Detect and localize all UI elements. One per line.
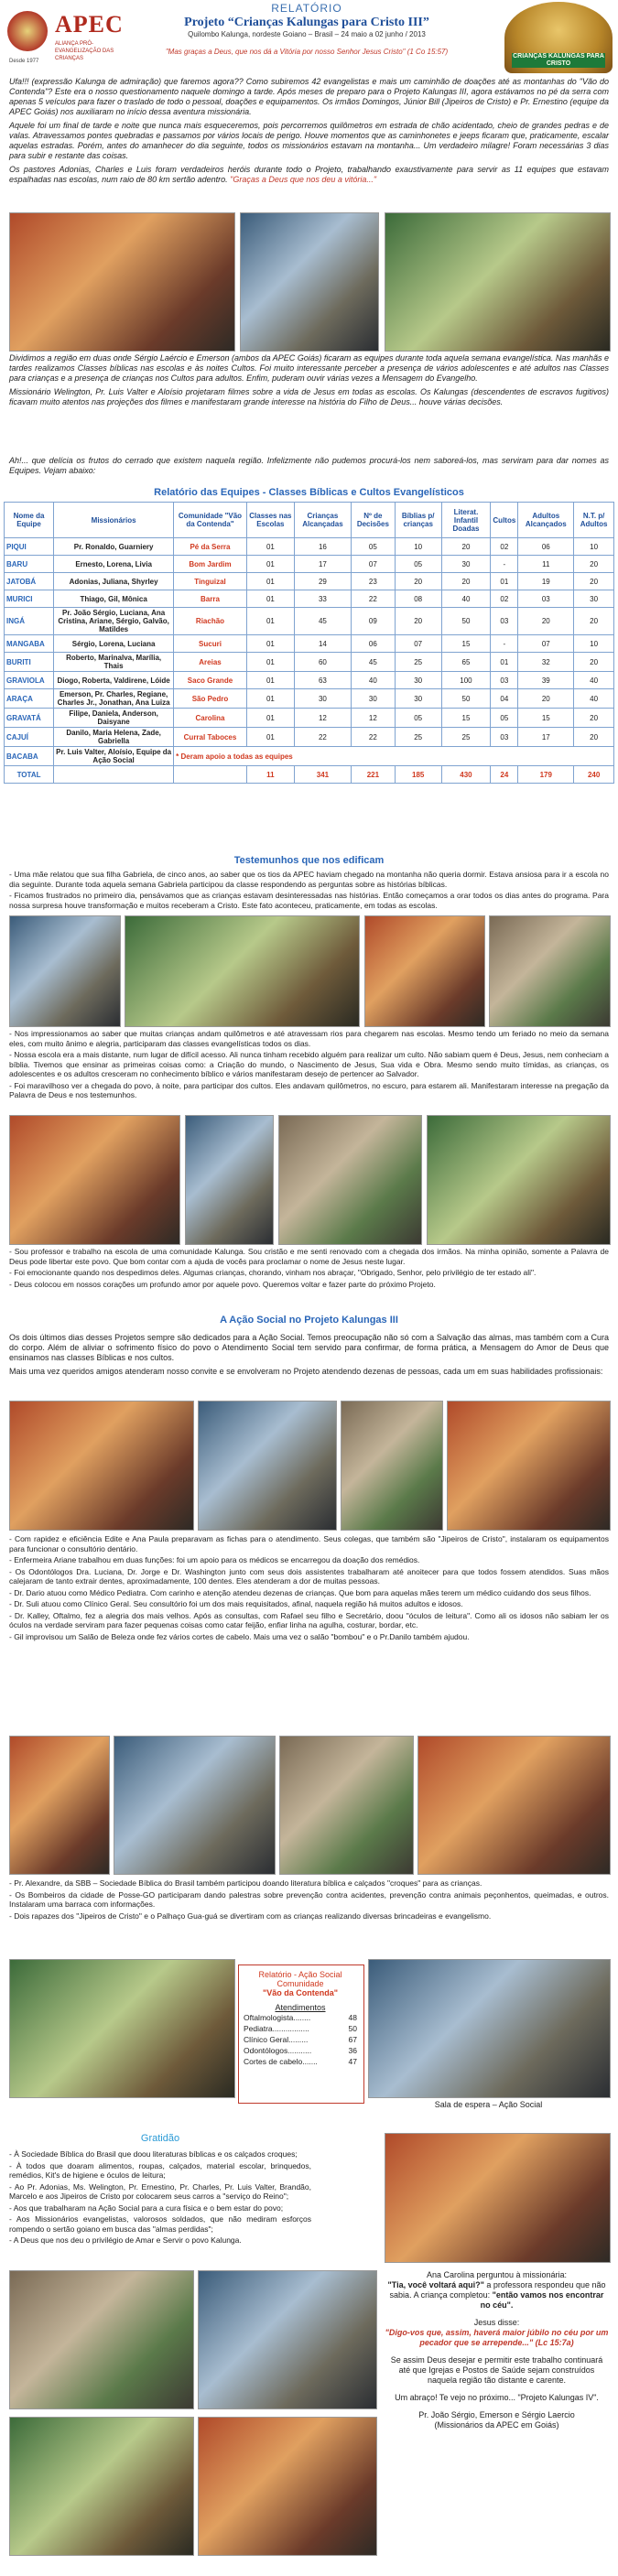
report-cell-value: 09 xyxy=(351,608,395,635)
report-col-header: Cultos xyxy=(491,503,518,538)
testimonies-list-3 xyxy=(9,1247,609,1291)
report-cell-value: 100 xyxy=(441,672,491,689)
list-item: - Dr. Kalley, Oftalmo, fez a alegria dos mais velhos. Após as consultas, com Rafael seu filho e Secretário, doou "óculos de leitura". Como ali os idosos não sabiam ler os óculos na verdade serviram para fazer pequenas coisas como catar feijão, enfiar linha na agulha, costurar, bordar, etc. xyxy=(9,1610,609,1629)
closing-q9: Pr. João Sérgio, Emerson e Sérgio Laercio xyxy=(418,2410,575,2419)
report-cell-missionaries: Pr. João Sérgio, Luciana, Ana Cristina, Ariane, Sérgio, Galvão, Matildes xyxy=(54,608,174,635)
logo-name: APEC xyxy=(55,11,124,38)
photo-team-group xyxy=(9,2270,194,2409)
photo-eye-exam xyxy=(447,1401,611,1531)
report-body xyxy=(5,538,614,784)
list-item: - Aos Missionários evangelistas, valorosos soldados, que não mediram esforços rompendo o sertão goiano em busca das "almas perdidas"; xyxy=(9,2214,311,2234)
report-cell-missionaries: Sérgio, Lorena, Luciana xyxy=(54,635,174,653)
intro-paragraph-3-red: "Graças a Deus que nos deu a vitória..." xyxy=(230,175,377,184)
report-cell-team: ARAÇA xyxy=(5,689,54,709)
report-row xyxy=(5,635,614,653)
report-cell-value: 19 xyxy=(518,573,574,590)
testimonies-list-1 xyxy=(9,870,609,912)
intro-paragraph-2: Aquele foi um final de tarde e noite que nunca mais esqueceremos, pois percorremos quilômetros em estrada de chão acidentado, cheio de grandes pedras e de valas. Atravessamos pontes quebradas e passamos por vários locais de perigo. Houve momentos que as caminhonetes e jeeps ficaram que, praticamente, escalar aquelas estradas. Porém, antes do amanhecer do dia seguinte, todos os missionários estavam na montanha... Um verdadeiro milagre! Foram necessárias 3 dias para subir e restante das coisas. xyxy=(9,121,609,160)
social-report-value: 47 xyxy=(348,2057,357,2066)
apec-emblem-icon xyxy=(7,11,48,51)
report-cell-value: 40 xyxy=(574,672,614,689)
social-report-value: 50 xyxy=(348,2024,357,2033)
report-cell-value: 01 xyxy=(246,590,294,608)
report-cell-value: 01 xyxy=(491,653,518,672)
social-report-row xyxy=(240,2023,361,2034)
social-paragraph-2: Mais uma vez queridos amigos atenderam nosso convite e se envolveram no Projeto atendendo dezenas de pessoas, cada um em suas habilidades profissionais: xyxy=(9,1367,603,1376)
list-item: - Foi emocionante quando nos despedimos deles. Algumas crianças, chorando, vinham nos abraçar, "Obrigado, Senhor, pelo privilégio de ter estado ali". xyxy=(9,1268,537,1277)
report-cell-support-note: * Deram apoio a todas as equipes xyxy=(174,747,614,766)
report-cell-value: 25 xyxy=(395,728,441,747)
report-cell-value: 01 xyxy=(246,556,294,573)
social-report-items xyxy=(240,2012,361,2067)
photo-firefighters-talk xyxy=(114,1736,276,1875)
report-cell-value: 01 xyxy=(246,728,294,747)
report-cell-value: 20 xyxy=(395,573,441,590)
closing-q1: Ana Carolina perguntou à missionária: xyxy=(426,2270,568,2279)
report-cell-team: CAJUÍ xyxy=(5,728,54,747)
list-item: - Nos impressionamos ao saber que muitas crianças andam quilômetros e até atravessam rios para chegarem nas escolas. Mesmo tendo um feriado no meio da semana eles, com muito ânimo e alegria, participaram das classes evangelísticas todos os dias. xyxy=(9,1029,609,1048)
report-cell-value: 01 xyxy=(246,709,294,728)
report-cell-missionaries: Ernesto, Lorena, Livia xyxy=(54,556,174,573)
report-cell-value: 45 xyxy=(294,608,351,635)
report-cell-value: 15 xyxy=(441,635,491,653)
photo-jeep-cerrado xyxy=(385,212,611,352)
social-report-label: Oftalmologista........ xyxy=(244,2013,311,2022)
social-report-row xyxy=(240,2045,361,2056)
report-cell-value: 50 xyxy=(441,608,491,635)
report-cell-value: 20 xyxy=(395,608,441,635)
photo-bible-distribution xyxy=(9,1736,110,1875)
report-cell-value: 32 xyxy=(518,653,574,672)
list-item: - Os Odontólogos Dra. Luciana, Dr. Jorge e Dr. Washington junto com seus dois assistentes trabalharam até anoitecer para que todos fossem atendidos. Suas mãos calejaram de tanto extrair dentes, aproximadamente, 100 dentes. Eles atenderam a dor de muitas pessoas. xyxy=(9,1566,609,1586)
report-cell-value: 03 xyxy=(491,728,518,747)
report-table xyxy=(4,502,614,784)
gratitude-title: Gratidão xyxy=(140,2133,180,2144)
report-cell-value: 40 xyxy=(351,672,395,689)
social-intro xyxy=(9,1333,609,1380)
social-report-label: Odontólogos........... xyxy=(244,2046,312,2055)
report-cell-value: 22 xyxy=(351,728,395,747)
report-cell-missionaries: Filipe, Daniela, Anderson, Daisyane xyxy=(54,709,174,728)
list-item: - Ao Pr. Adonias, Ms. Welington, Pr. Ernestino, Pr. Charles, Pr. Luis Valter, Brandão, Marcelo e aos Jipeiros de Cristo por colocarem seus carros a "serviço do Reino"; xyxy=(9,2181,311,2201)
list-item: - A Deus que nos deu o privilégio de Amar e Servir o povo Kalunga. xyxy=(9,2235,242,2245)
waiting-room-caption: Sala de espera – Ação Social xyxy=(434,2100,543,2109)
report-cell-community: Curral Taboces xyxy=(174,728,247,747)
report-cell-value: 10 xyxy=(574,635,614,653)
report-cell-value: 11 xyxy=(518,556,574,573)
report-cell-value: 14 xyxy=(294,635,351,653)
list-item: - Sou professor e trabalho na escola de uma comunidade Kalunga. Sou cristão e me senti renovado com a chegada dos irmãos. Na minha opinião, somente a Palavra de Deus pode libertar este povo. Que bom contar com a ajuda de vocês para proclamar o nome de Jesus neste lugar. xyxy=(9,1247,609,1266)
report-cell-value: 10 xyxy=(395,538,441,556)
report-cell-missionaries: Pr. Luis Valter, Aloísio, Equipe da Ação Social xyxy=(54,747,174,766)
report-cell-value: 20 xyxy=(518,689,574,709)
report-row xyxy=(5,556,614,573)
photo-evening-gathering xyxy=(489,915,611,1027)
closing-q2: "Tia, você voltará aqui?" xyxy=(387,2280,484,2289)
report-cell-value: 01 xyxy=(246,608,294,635)
closing-q3: a professora respondeu que não sabia. A criança completou: xyxy=(389,2280,606,2300)
report-cell-value: 30 xyxy=(351,689,395,709)
report-cell-value: 40 xyxy=(574,689,614,709)
report-cell-value: 20 xyxy=(574,608,614,635)
report-row xyxy=(5,689,614,709)
report-cell-value: 22 xyxy=(351,590,395,608)
social-report-label: Pediatra................. xyxy=(244,2024,309,2033)
report-cell-community: São Pedro xyxy=(174,689,247,709)
report-cell-value: 02 xyxy=(491,590,518,608)
report-cell-value: 30 xyxy=(395,672,441,689)
report-cell-value: 05 xyxy=(395,556,441,573)
report-cell-value: 15 xyxy=(518,709,574,728)
report-cell-missionaries: Adonias, Juliana, Shyrley xyxy=(54,573,174,590)
closing-q5: Jesus disse: xyxy=(473,2318,520,2327)
list-item: - Foi maravilhoso ver a chegada do povo, à noite, para participar dos cultos. Eles andavam quilômetros, no escuro, para estarem ali. Manifestaram interesse na pregação da Palavra de Deus e nos testemunhos. xyxy=(9,1080,609,1099)
report-cell-community: Saco Grande xyxy=(174,672,247,689)
report-header-row xyxy=(5,503,614,538)
list-item: - Dr. Suli atuou como Clínico Geral. Seu consultório foi um dos mais requisitados, afinal, naquela região há muitos adultos e idosos. xyxy=(9,1599,463,1608)
closing-q6: "Digo-vos que, assim, haverá maior júbilo no céu por um pecador que se arrepende..." (Lc 15:7a) xyxy=(385,2328,609,2347)
report-total-cell: 24 xyxy=(491,766,518,784)
header-verse: "Mas graças a Deus, que nos dá a Vitória por nosso Senhor Jesus Cristo" (1 Co 15:57) xyxy=(165,48,449,56)
photo-river-boat xyxy=(125,915,360,1027)
report-cell-value: 22 xyxy=(294,728,351,747)
list-item: - Deus colocou em nossos corações um profundo amor por aquele povo. Queremos voltar e fazer parte do próximo Projeto. xyxy=(9,1279,436,1289)
list-item: - Nossa escola era a mais distante, num lugar de difícil acesso. Ali nunca tinham recebido alguém para realizar um culto. Não sabiam quem é Deus, Jesus, nem conheciam a bíblia. Tivemos que ensinar as primeiras coisas como: a Criação do mundo, o Nascimento de Jesus, Sua vida e Obra. Mesmo sendo muito tímidas, as crianças, os adolescentes e os adultos cresceram no conhecimento bíblico e vários manifestaram desejo de pertencer ao Salvador. xyxy=(9,1050,609,1078)
photo-child-portrait xyxy=(185,1115,274,1245)
photo-children-class xyxy=(364,915,485,1027)
report-col-header: Crianças Alcançadas xyxy=(294,503,351,538)
photo-dental xyxy=(198,1401,337,1531)
report-col-header: Comunidade "Vão da Contenda" xyxy=(174,503,247,538)
social-report-value: 67 xyxy=(348,2035,357,2044)
report-cell-value: 15 xyxy=(441,709,491,728)
report-row xyxy=(5,608,614,635)
photo-missionary-child xyxy=(198,2417,377,2556)
badge-ribbon: CRIANÇAS KALUNGAS PARA CRISTO xyxy=(513,53,604,67)
report-cell-team: GRAVIOLA xyxy=(5,672,54,689)
report-cell-team: BARU xyxy=(5,556,54,573)
report-cell-value: - xyxy=(491,556,518,573)
report-cell-value: 30 xyxy=(294,689,351,709)
report-cell-value: 01 xyxy=(491,573,518,590)
report-row xyxy=(5,538,614,556)
report-cell-value: 17 xyxy=(294,556,351,573)
report-cell-value: 25 xyxy=(395,653,441,672)
list-item: - Enfermeira Ariane trabalhou em duas funções: foi um apoio para os médicos se encarregou da doação dos remédios. xyxy=(9,1555,420,1564)
report-table-title: Relatório das Equipes - Classes Bíblicas e Cultos Evangelísticos xyxy=(154,487,464,498)
list-item: - Dois rapazes dos "Jipeiros de Cristo" e o Palhaço Gua-guá se divertiram com as crianças realizando diversas brincadeiras e evangelismo. xyxy=(9,1910,492,1921)
caption-3-block xyxy=(9,456,609,480)
report-cell-team: MURICI xyxy=(5,590,54,608)
report-total-cell: TOTAL xyxy=(5,766,54,784)
social-list-2 xyxy=(9,1878,609,1922)
report-row xyxy=(5,672,614,689)
photo-school-group xyxy=(427,1115,611,1245)
closing-q7: Se assim Deus desejar e permitir este trabalho continuará até que Igrejas e Postos de Saúde sejam construídos naquela região tão distante e carente. xyxy=(390,2355,603,2385)
report-cell-team: JATOBÁ xyxy=(5,573,54,590)
report-cell-value: 29 xyxy=(294,573,351,590)
report-col-header: Nº de Decisões xyxy=(351,503,395,538)
report-cell-value: 01 xyxy=(246,538,294,556)
report-col-header: Missionários xyxy=(54,503,174,538)
intro-paragraph-1: Ufa!!! (expressão Kalunga de admiração) que faremos agora?? Como subiremos 42 evangelistas e mais um caminhão de doações até as montanhas do "Vão do Contenda"? Este era o nosso questionamento naquele domingo a tarde. Após meses de preparo para o Projeto Kalungas III, agora estávamos no pé da serra com apenas 5 veículos para fazer o traslado de todo o pessoal, doações e equipamentos. Os irmãos Domingos, Júnior Bill (Jipeiros de Cristo) e Pr. Ernestino (equipe da APEC Goiás) nos auxiliaram no início dessa aventura missionária. xyxy=(9,77,609,116)
photo-teacher-class xyxy=(9,1115,180,1245)
report-cell-value: 20 xyxy=(574,728,614,747)
closing-q4: "então vamos nos encontrar no céu". xyxy=(480,2290,604,2310)
social-report-label: Cortes de cabelo....... xyxy=(244,2057,318,2066)
report-col-header: Bíblias p/ crianças xyxy=(395,503,441,538)
logo-since: Desde 1977 xyxy=(9,59,39,64)
report-cell-missionaries: Pr. Ronaldo, Guarniery xyxy=(54,538,174,556)
report-cell-value: 30 xyxy=(395,689,441,709)
header xyxy=(0,0,618,75)
report-cell-value: 05 xyxy=(395,709,441,728)
report-cell-value: 06 xyxy=(518,538,574,556)
report-cell-value: 60 xyxy=(294,653,351,672)
report-cell-value: 17 xyxy=(518,728,574,747)
list-item: - Uma mãe relatou que sua filha Gabriela, de cinco anos, ao saber que os tios da APEC haviam chegado na montanha não queria dormir. Estava ansiosa para ir a escola no dia seguinte. Durante toda aquela semana Gabriela participou da classe respondendo as perguntas sobre as histórias bíblicas. xyxy=(9,870,609,889)
report-cell-value: 30 xyxy=(441,556,491,573)
report-cell-value: 01 xyxy=(246,653,294,672)
social-report-row xyxy=(240,2056,361,2067)
report-cell-missionaries: Roberto, Marinalva, Marília, Thais xyxy=(54,653,174,672)
report-cell-value: 20 xyxy=(574,556,614,573)
social-report-label: Clínico Geral......... xyxy=(244,2035,309,2044)
report-cell-value: 05 xyxy=(351,538,395,556)
report-cell-value: 63 xyxy=(294,672,351,689)
report-total-cell: 240 xyxy=(574,766,614,784)
report-cell-missionaries: Diogo, Roberta, Valdirene, Lóide xyxy=(54,672,174,689)
report-cell-value: 03 xyxy=(491,608,518,635)
photo-jeep-road xyxy=(240,212,379,352)
list-item: - Aos que trabalharam na Ação Social para a cura física e o bem estar do povo; xyxy=(9,2203,284,2213)
social-report-community: "Vão da Contenda" xyxy=(262,1988,339,1997)
photo-clown-children xyxy=(9,1959,235,2098)
social-report-community-label: Comunidade xyxy=(276,1979,324,1988)
report-cell-value: 33 xyxy=(294,590,351,608)
report-total-cell xyxy=(174,766,247,784)
report-cell-value: 50 xyxy=(441,689,491,709)
report-cell-team: MANGABA xyxy=(5,635,54,653)
report-cell-value: 23 xyxy=(351,573,395,590)
report-col-header: Nome da Equipe xyxy=(5,503,54,538)
photo-registration xyxy=(9,1401,194,1531)
report-cell-value: 39 xyxy=(518,672,574,689)
report-total-row xyxy=(5,766,614,784)
report-cell-missionaries: Danilo, Maria Helena, Zade, Gabriella xyxy=(54,728,174,747)
social-report-row xyxy=(240,2012,361,2023)
list-item: - Os Bombeiros da cidade de Posse-GO participaram dando palestras sobre prevenção contra acidentes, prevenção contra animais peçonhentos, queimadas, e outros. Instalaram uma barraca com informações. xyxy=(9,1889,609,1909)
apec-logo xyxy=(7,5,136,71)
report-cell-community: Barra xyxy=(174,590,247,608)
social-report-value: 36 xyxy=(348,2046,357,2055)
report-cell-missionaries: Thiago, Gil, Mônica xyxy=(54,590,174,608)
report-cell-value: 07 xyxy=(351,556,395,573)
report-cell-value: 03 xyxy=(518,590,574,608)
report-row xyxy=(5,728,614,747)
list-item: - Ficamos frustrados no primeiro dia, pensávamos que as crianças estavam desinteressadas nas histórias. Então começamos a orar todos os dias antes do programa. Para nossa surpresa houve transformação e muitos receberam a Cristo. Este fato aconteceu, praticamente, em todas as escolas. xyxy=(9,891,609,910)
report-cell-team: GRAVATÁ xyxy=(5,709,54,728)
report-cell-value: 12 xyxy=(351,709,395,728)
report-cell-team: INGÁ xyxy=(5,608,54,635)
report-cell-value: 20 xyxy=(518,608,574,635)
report-col-header: Literat. Infantil Doadas xyxy=(441,503,491,538)
social-paragraph-1: Os dois últimos dias desses Projetos sempre são dedicados para a Ação Social. Temos preocupação não só com a Salvação das almas, mas também com a Cura do corpo. Além de aliviar o sofrimento físico do povo o Atendimento Social tem servido para confirmar, de forma prática, a Mensagem do Amor de Deus que ensinamos nas classes Bíblicas e nos cultos. xyxy=(9,1333,609,1362)
report-cell-team: PIQUI xyxy=(5,538,54,556)
report-cell-community: Tinguizal xyxy=(174,573,247,590)
report-total-cell xyxy=(54,766,174,784)
caption-3: Ah!... que delícia os frutos do cerrado que existem naquela região. Infelizmente não pudemos procurá-los nem saboreá-los, mas serviram para dar nomes as Equipes. Vejam abaixo: xyxy=(9,456,609,475)
report-cell-value: 04 xyxy=(491,689,518,709)
report-cell-value: 20 xyxy=(441,538,491,556)
report-cell-value: 01 xyxy=(246,573,294,590)
social-report-heading: Atendimentos xyxy=(275,2003,326,2012)
report-cell-missionaries: Emerson, Pr. Charles, Regiane, Charles Jr., Jonathan, Ana Luiza xyxy=(54,689,174,709)
report-total-cell: 11 xyxy=(246,766,294,784)
logo-subtitle: ALIANÇA PRÓ-EVANGELIZAÇÃO DAS CRIANÇAS xyxy=(55,41,114,61)
report-cell-value: 20 xyxy=(574,573,614,590)
report-kicker: RELATÓRIO xyxy=(271,2,342,15)
report-row xyxy=(5,590,614,608)
report-cell-team: BACABA xyxy=(5,747,54,766)
closing-q8: Um abraço! Te vejo no próximo... "Projeto Kalungas IV". xyxy=(395,2393,599,2402)
report-total-cell: 341 xyxy=(294,766,351,784)
social-title: A Ação Social no Projeto Kalungas III xyxy=(220,1315,398,1326)
report-row xyxy=(5,653,614,672)
social-report-row xyxy=(240,2034,361,2045)
report-total-cell: 179 xyxy=(518,766,574,784)
gratitude-list xyxy=(9,2149,311,2247)
caption-1: Dividimos a região em duas onde Sérgio Laércio e Emerson (ambos da APEC Goiás) ficaram as equipes durante toda aquela semana evangelística. Nas manhãs e tardes realizamos Classes bíblicas nas escolas e às noites Cultos. Foi muito interessante perceber a presença de vários adolescentes e até adultos nas Classes para crianças e a presença de crianças nos Cultos para adultos. Enfim, puderam ouvir várias vezes a Mensagem do Evangelho. xyxy=(9,353,609,383)
intro-text xyxy=(0,77,618,189)
photo-doctor xyxy=(341,1401,443,1531)
project-badge xyxy=(504,2,613,73)
list-item: - Gil improvisou um Salão de Beleza onde fez vários cortes de cabelo. Mais uma vez o salão "bombou" e o Pr.Danilo também ajudou. xyxy=(9,1631,470,1641)
report-cell-value: 05 xyxy=(491,709,518,728)
list-item: - À Sociedade Bíblica do Brasil que doou literaturas bíblicas e os calçados croques; xyxy=(9,2149,298,2159)
social-report xyxy=(240,1970,361,2067)
report-cell-value: 20 xyxy=(574,653,614,672)
report-cell-value: 10 xyxy=(574,538,614,556)
report-row xyxy=(5,709,614,728)
report-cell-value: 01 xyxy=(246,689,294,709)
report-col-header: N.T. p/ Adultos xyxy=(574,503,614,538)
report-cell-value: 20 xyxy=(574,709,614,728)
report-cell-value: 65 xyxy=(441,653,491,672)
report-cell-value: 03 xyxy=(491,672,518,689)
report-title: Projeto “Crianças Kalungas para Cristo III” xyxy=(184,16,429,29)
report-cell-value: 30 xyxy=(574,590,614,608)
report-cell-team: BURITI xyxy=(5,653,54,672)
report-cell-value: 01 xyxy=(246,672,294,689)
caption-2: Missionário Welington, Pr. Luis Valter e Aloísio projetaram filmes sobre a vida de Jesus em todas as escolas. Os Kalungas (descendentes de escravos fugitivos) ficavam muito atentos nas projeções dos filmes e manifestaram grande interesse na história do Filho de Deus... houve várias decisões. xyxy=(9,387,609,406)
list-item: - Dr. Dario atuou como Médico Pediatra. Com carinho e atenção atendeu dezenas de crianças. Que bom para aquelas mães terem um médico cuidando dos seus filhos. xyxy=(9,1587,591,1597)
photo-waiting-room xyxy=(368,1959,611,2098)
report-row xyxy=(5,747,614,766)
report-cell-value: 25 xyxy=(441,728,491,747)
report-total-cell: 430 xyxy=(441,766,491,784)
header-center xyxy=(156,2,458,57)
list-item: - Pr. Alexandre, da SBB – Sociedade Bíblica do Brasil também participou doando literatura bíblica e calçados "croques" para as crianças. xyxy=(9,1878,482,1888)
photo-night-film xyxy=(278,1115,422,1245)
report-cell-community: Areias xyxy=(174,653,247,672)
photo-children-field xyxy=(9,2417,194,2556)
report-cell-value: 40 xyxy=(441,590,491,608)
report-cell-value: 07 xyxy=(395,635,441,653)
report-total-cell: 185 xyxy=(395,766,441,784)
report-total-cell: 221 xyxy=(351,766,395,784)
report-cell-value: 02 xyxy=(491,538,518,556)
photo-team-river xyxy=(198,2270,377,2409)
report-row xyxy=(5,573,614,590)
photo-child-smiling xyxy=(385,2133,611,2263)
social-report-value: 48 xyxy=(348,2013,357,2022)
intro-paragraph-3-main: Os pastores Adonias, Charles e Luis foram verdadeiros heróis durante todo o Projeto, trabalhando exaustivamente para servir as 11 equipes que estavam espalhadas nas escolas, num raio de 80 km sertão adentro. xyxy=(9,165,609,184)
report-subtitle: Quilombo Kalunga, nordeste Goiano – Brasil – 24 maio a 02 junho / 2013 xyxy=(188,30,426,38)
report-cell-value: 20 xyxy=(441,573,491,590)
social-report-title: Relatório - Ação Social xyxy=(258,1970,342,1979)
report-cell-community: Pé da Serra xyxy=(174,538,247,556)
report-col-header: Adultos Alcançados xyxy=(518,503,574,538)
report-cell-value: 08 xyxy=(395,590,441,608)
list-item: - Com rapidez e eficiência Edite e Ana Paula preparavam as fichas para o atendimento. Seus colegas, que também são "Jipeiros de Cristo", instalaram os equipamentos para funcionar o consultório dentário. xyxy=(9,1534,609,1553)
testimonies-list-2 xyxy=(9,1029,609,1102)
report-col-header: Classes nas Escolas xyxy=(246,503,294,538)
report-cell-value: 16 xyxy=(294,538,351,556)
report-cell-value: 06 xyxy=(351,635,395,653)
closing-quote xyxy=(385,2270,609,2430)
intro-paragraph-3 xyxy=(9,165,609,185)
report-cell-value: - xyxy=(491,635,518,653)
report-cell-value: 12 xyxy=(294,709,351,728)
testimonies-title: Testemunhos que nos edificam xyxy=(233,855,385,866)
photo-fire-department-tent xyxy=(417,1736,611,1875)
report-cell-value: 07 xyxy=(518,635,574,653)
report-cell-value: 45 xyxy=(351,653,395,672)
photo-river-crossing xyxy=(9,915,121,1027)
photo-children-play xyxy=(279,1736,414,1875)
closing-q10: (Missionários da APEC em Goiás) xyxy=(434,2420,559,2430)
list-item: - À todos que doaram alimentos, roupas, calçados, material escolar, brinquedos, remédios, Kit's de higiene e óculos de leitura; xyxy=(9,2160,311,2180)
report-cell-community: Carolina xyxy=(174,709,247,728)
social-list-1 xyxy=(9,1534,609,1643)
photo-children-group xyxy=(9,212,235,352)
report-cell-value: 01 xyxy=(246,635,294,653)
captions xyxy=(9,353,609,411)
report-cell-community: Sucuri xyxy=(174,635,247,653)
report-cell-community: Bom Jardim xyxy=(174,556,247,573)
report-cell-community: Riachão xyxy=(174,608,247,635)
